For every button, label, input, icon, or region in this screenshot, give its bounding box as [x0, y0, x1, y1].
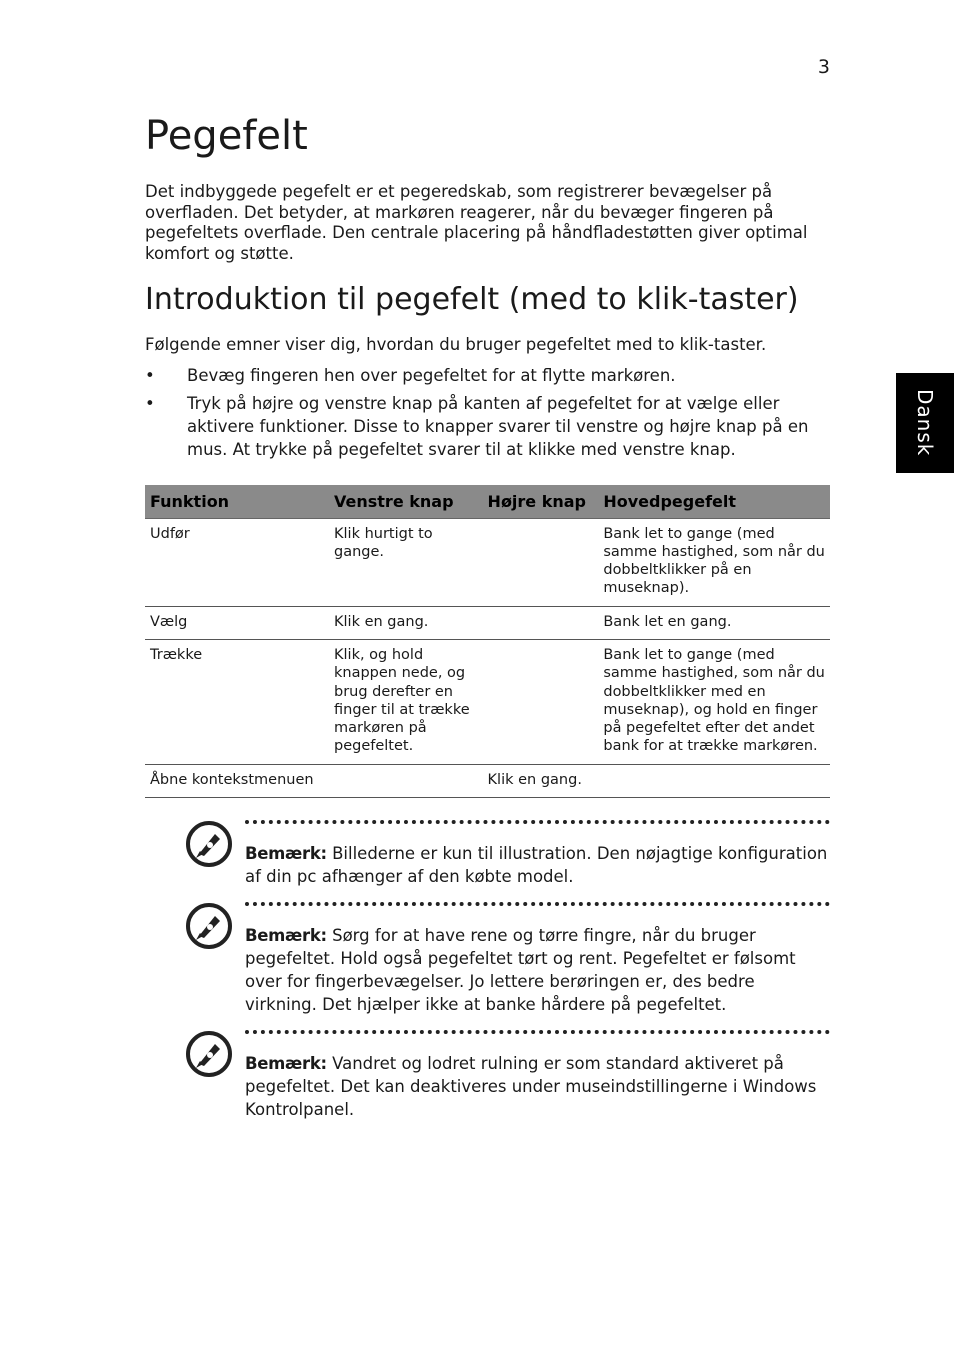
notes-section	[145, 820, 830, 1121]
main-content	[145, 112, 830, 1135]
table-cell: Bank let to gange (med samme hastighed, som når du dobbeltklikker på en museknap).	[598, 518, 830, 606]
note-divider	[245, 820, 830, 824]
bullet-icon: •	[145, 393, 155, 413]
table-cell	[598, 764, 830, 797]
section-title: Introduktion til pegefelt (med to klik-taster)	[145, 281, 799, 317]
function-table	[145, 485, 830, 799]
header-venstre-knap: Venstre knap	[329, 485, 483, 519]
table-cell: Trække	[145, 640, 329, 765]
table-cell: Bank let en gang.	[598, 606, 830, 639]
table-cell: Åbne kontekstmenuen	[145, 764, 329, 797]
bullet-text: Tryk på højre og venstre knap på kanten af pegefeltet for at vælge eller aktivere funktioner. Disse to knapper svarer til venstre og højre knap på en mus. At trykke på pegefeltet svarer til at klikke med venstre knap.	[187, 393, 809, 459]
table-cell: Klik, og hold knappen nede, og brug derefter en finger til at trække markøren på pegefeltet.	[329, 640, 483, 765]
note-label: Bemærk:	[245, 926, 327, 946]
language-tab-label: Dansk	[913, 389, 937, 457]
table-row	[145, 640, 830, 765]
note-body: Billederne er kun til illustration. Den nøjagtige konfiguration af din pc afhænger af den købte model.	[245, 844, 828, 887]
table-cell: Udfør	[145, 518, 329, 606]
bullet-list	[145, 364, 830, 461]
note-body: Sørg for at have rene og tørre fingre, når du bruger pegefeltet. Hold også pegefeltet tørt og rent. Pegefeltet er følsomt over for fingerbevægelser. Jo lettere berøringen er, des bedre virkning. Det hjælper ikke at banke hårdere på pegefeltet.	[245, 926, 796, 1015]
note-block	[145, 1030, 830, 1121]
table-header-row	[145, 485, 830, 519]
header-hovedpegefelt: Hovedpegefelt	[598, 485, 830, 519]
table-row	[145, 764, 830, 797]
page-number: 3	[817, 56, 830, 78]
note-body: Vandret og lodret rulning er som standard aktiveret på pegefeltet. Det kan deaktiveres under museindstillingerne i Windows Kontrolpanel.	[245, 1054, 817, 1120]
table-row	[145, 518, 830, 606]
bullet-icon: •	[145, 365, 155, 385]
bullet-text: Bevæg fingeren hen over pegefeltet for at flytte markøren.	[187, 365, 676, 385]
table-cell: Klik en gang.	[329, 606, 483, 639]
page-title: Pegefelt	[145, 113, 308, 159]
table-row	[145, 606, 830, 639]
note-block	[145, 820, 830, 888]
table-cell: Bank let to gange (med samme hastighed, som når du dobbeltklikker med en museknap), og hold en finger på pegefeltet efter det andet bank for at trække markøren.	[598, 640, 830, 765]
table-cell: Vælg	[145, 606, 329, 639]
section-intro: Følgende emner viser dig, hvordan du bruger pegefeltet med to klik-taster.	[145, 334, 767, 354]
table-cell: Klik en gang.	[483, 764, 599, 797]
note-label: Bemærk:	[245, 1054, 327, 1074]
language-tab	[896, 373, 954, 473]
note-text	[245, 842, 830, 888]
header-hojre-knap: Højre knap	[483, 485, 599, 519]
table-cell	[483, 640, 599, 765]
note-divider	[245, 1030, 830, 1034]
note-pen-icon	[185, 902, 233, 950]
list-item	[145, 392, 830, 461]
table-cell	[483, 518, 599, 606]
intro-paragraph: Det indbyggede pegefelt er et pegeredskab, som registrerer bevægelser på overfladen. Det betyder, at markøren reagerer, når du bevæger fingeren på pegefeltets overflade. Den centrale placering på håndfladestøtten giver optimal komfort og støtte.	[145, 182, 808, 264]
note-block	[145, 902, 830, 1016]
note-pen-icon	[185, 820, 233, 868]
note-divider	[245, 902, 830, 906]
table-cell	[483, 606, 599, 639]
header-funktion: Funktion	[145, 485, 329, 519]
table-cell: Klik hurtigt to gange.	[329, 518, 483, 606]
list-item	[145, 364, 830, 387]
note-pen-icon	[185, 1030, 233, 1078]
note-text	[245, 924, 830, 1016]
note-text	[245, 1052, 830, 1121]
note-label: Bemærk:	[245, 844, 327, 864]
table-cell	[329, 764, 483, 797]
